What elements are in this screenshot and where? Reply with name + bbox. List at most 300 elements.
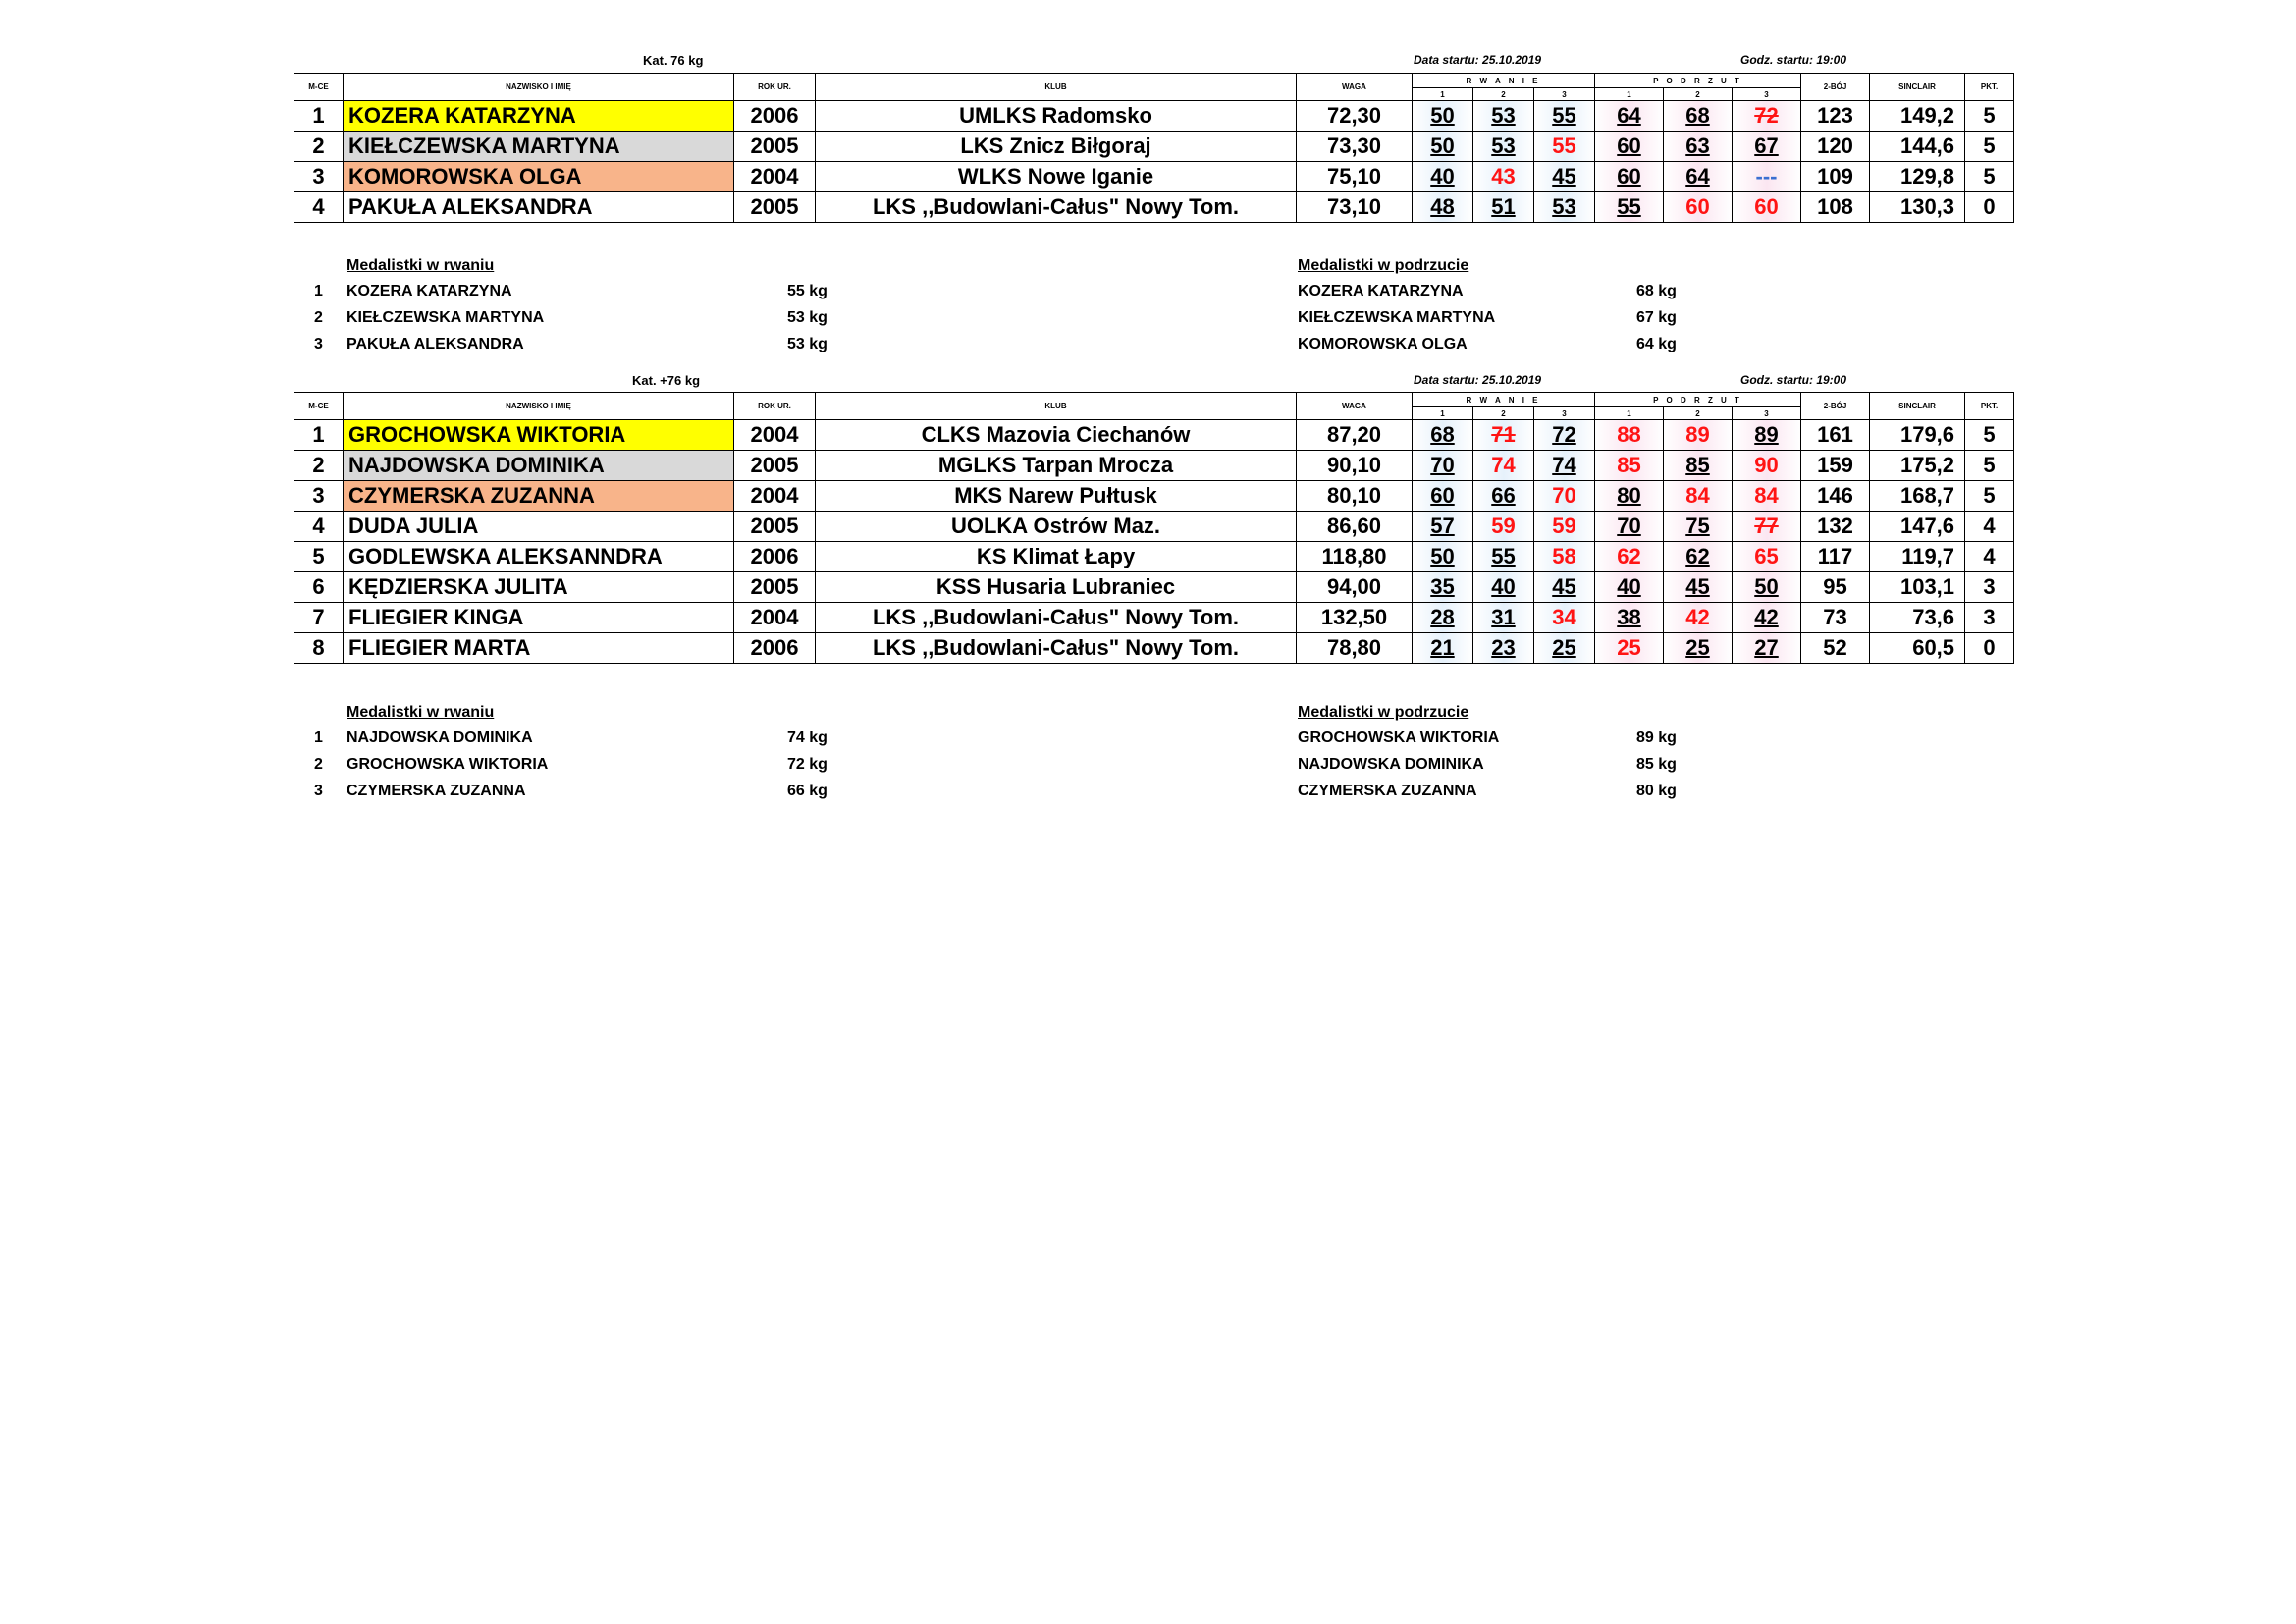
attempt-value: 66: [1491, 483, 1516, 508]
sinclair-score: 168,7: [1870, 481, 1965, 512]
results-table: [294, 392, 2014, 664]
birth-year: 2004: [734, 420, 816, 451]
birth-year: 2005: [734, 512, 816, 542]
category-title: Kat. +76 kg: [632, 373, 701, 388]
cj-attempt-3: [1733, 542, 1801, 572]
snatch-attempt-3: [1534, 451, 1595, 481]
points-cell: 4: [1965, 542, 2014, 572]
header-sinclair: SINCLAIR: [1870, 74, 1965, 101]
club-name: UMLKS Radomsko: [816, 101, 1297, 132]
athlete-name: KIEŁCZEWSKA MARTYNA: [344, 132, 734, 162]
start-date: Data startu: 25.10.2019: [1414, 373, 1542, 387]
attempt-value: 62: [1617, 544, 1641, 568]
medalists-cj-title: Medalistki w podrzucie: [1298, 704, 1469, 721]
club-name: KS Klimat Łapy: [816, 542, 1297, 572]
snatch-attempt-3: [1534, 512, 1595, 542]
attempt-value: 40: [1430, 164, 1455, 189]
snatch-attempt-1: [1413, 162, 1473, 192]
athlete-row: [294, 633, 2014, 664]
medalist-result: 68 kg: [1636, 283, 1677, 299]
snatch-attempt-1: [1413, 512, 1473, 542]
attempt-value: 84: [1685, 483, 1710, 508]
points-cell: 5: [1965, 420, 2014, 451]
place-cell: 1: [294, 101, 344, 132]
attempt-value: 55: [1491, 544, 1516, 568]
sinclair-score: 103,1: [1870, 572, 1965, 603]
athlete-name: FLIEGIER MARTA: [344, 633, 734, 664]
body-weight: 78,80: [1297, 633, 1413, 664]
medalist-name: KIEŁCZEWSKA MARTYNA: [1298, 309, 1496, 326]
header-cj: P O D R Z U T: [1595, 393, 1801, 407]
snatch-attempt-2: [1473, 572, 1534, 603]
attempt-value: 89: [1754, 422, 1779, 447]
club-name: LKS ,,Budowlani-Całus" Nowy Tom.: [816, 192, 1297, 223]
cj-attempt-3: [1733, 101, 1801, 132]
attempt-value: 89: [1685, 422, 1710, 447]
attempt-value: 88: [1617, 422, 1641, 447]
attempt-value: 90: [1754, 453, 1779, 477]
header-attempt: 3: [1534, 88, 1595, 101]
attempt-value: 50: [1430, 544, 1455, 568]
attempt-value: 42: [1685, 605, 1710, 629]
body-weight: 118,80: [1297, 542, 1413, 572]
points-cell: 5: [1965, 101, 2014, 132]
header-attempt: 1: [1413, 407, 1473, 420]
attempt-value: 60: [1754, 194, 1779, 219]
attempt-value: 53: [1491, 134, 1516, 158]
header-attempt: 2: [1473, 407, 1534, 420]
attempt-value: 64: [1685, 164, 1710, 189]
medalist-result: 72 kg: [787, 756, 828, 773]
attempt-value: 53: [1552, 194, 1576, 219]
athlete-row: [294, 132, 2014, 162]
attempt-value: 60: [1617, 164, 1641, 189]
total-result: 117: [1801, 542, 1870, 572]
place-cell: 8: [294, 633, 344, 664]
medal-rank: 1: [314, 283, 323, 299]
athlete-name: PAKUŁA ALEKSANDRA: [344, 192, 734, 223]
athlete-row: [294, 542, 2014, 572]
athlete-row: [294, 420, 2014, 451]
place-cell: 2: [294, 132, 344, 162]
snatch-attempt-3: [1534, 101, 1595, 132]
cj-attempt-2: [1664, 481, 1733, 512]
attempt-value: 59: [1552, 514, 1576, 538]
cj-attempt-1: [1595, 420, 1664, 451]
medalist-result: 74 kg: [787, 730, 828, 746]
cj-attempt-3: [1733, 633, 1801, 664]
total-result: 132: [1801, 512, 1870, 542]
athlete-name: KOZERA KATARZYNA: [344, 101, 734, 132]
medalist-result: 67 kg: [1636, 309, 1677, 326]
body-weight: 90,10: [1297, 451, 1413, 481]
snatch-attempt-1: [1413, 572, 1473, 603]
header-snatch: R W A N I E: [1413, 393, 1595, 407]
medal-rank: 3: [314, 336, 323, 352]
medalist-name: KIEŁCZEWSKA MARTYNA: [347, 309, 545, 326]
birth-year: 2006: [734, 633, 816, 664]
birth-year: 2004: [734, 603, 816, 633]
snatch-attempt-3: [1534, 481, 1595, 512]
snatch-attempt-2: [1473, 542, 1534, 572]
cj-attempt-2: [1664, 162, 1733, 192]
attempt-value: 40: [1617, 574, 1641, 599]
snatch-attempt-3: [1534, 603, 1595, 633]
attempt-value: 72: [1754, 103, 1779, 128]
attempt-value: 67: [1754, 134, 1779, 158]
club-name: LKS Znicz Biłgoraj: [816, 132, 1297, 162]
attempt-value: 42: [1754, 605, 1779, 629]
attempt-value: 70: [1430, 453, 1455, 477]
birth-year: 2006: [734, 101, 816, 132]
points-cell: 5: [1965, 481, 2014, 512]
total-result: 146: [1801, 481, 1870, 512]
start-date: Data startu: 25.10.2019: [1414, 53, 1542, 67]
attempt-value: 80: [1617, 483, 1641, 508]
club-name: WLKS Nowe Iganie: [816, 162, 1297, 192]
medal-rank: 3: [314, 783, 323, 799]
category-header: [0, 373, 2296, 393]
cj-attempt-3: [1733, 420, 1801, 451]
attempt-value: 74: [1491, 453, 1516, 477]
medalist-name: CZYMERSKA ZUZANNA: [347, 783, 526, 799]
medalist-result: 55 kg: [787, 283, 828, 299]
total-result: 120: [1801, 132, 1870, 162]
body-weight: 87,20: [1297, 420, 1413, 451]
medalist-name: KOZERA KATARZYNA: [1298, 283, 1464, 299]
body-weight: 86,60: [1297, 512, 1413, 542]
athlete-row: [294, 572, 2014, 603]
attempt-value: 71: [1491, 422, 1516, 447]
cj-attempt-1: [1595, 101, 1664, 132]
snatch-attempt-2: [1473, 481, 1534, 512]
snatch-attempt-3: [1534, 572, 1595, 603]
attempt-value: 50: [1754, 574, 1779, 599]
sinclair-score: 144,6: [1870, 132, 1965, 162]
attempt-value: 27: [1754, 635, 1779, 660]
header-attempt: 3: [1534, 407, 1595, 420]
athlete-name: CZYMERSKA ZUZANNA: [344, 481, 734, 512]
snatch-attempt-2: [1473, 633, 1534, 664]
medalist-name: KOZERA KATARZYNA: [347, 283, 512, 299]
snatch-attempt-1: [1413, 101, 1473, 132]
club-name: LKS ,,Budowlani-Całus" Nowy Tom.: [816, 633, 1297, 664]
header-points: PKT.: [1965, 393, 2014, 420]
athlete-row: [294, 451, 2014, 481]
athlete-row: [294, 162, 2014, 192]
cj-attempt-1: [1595, 162, 1664, 192]
snatch-attempt-1: [1413, 451, 1473, 481]
attempt-value: 63: [1685, 134, 1710, 158]
snatch-attempt-1: [1413, 420, 1473, 451]
club-name: LKS ,,Budowlani-Całus" Nowy Tom.: [816, 603, 1297, 633]
athlete-name: KOMOROWSKA OLGA: [344, 162, 734, 192]
athlete-row: [294, 603, 2014, 633]
attempt-value: 59: [1491, 514, 1516, 538]
header-attempt: 2: [1664, 407, 1733, 420]
place-cell: 4: [294, 192, 344, 223]
start-time: Godz. startu: 19:00: [1740, 53, 1847, 67]
snatch-attempt-3: [1534, 633, 1595, 664]
total-result: 52: [1801, 633, 1870, 664]
birth-year: 2005: [734, 192, 816, 223]
athlete-row: [294, 192, 2014, 223]
cj-attempt-2: [1664, 420, 1733, 451]
birth-year: 2006: [734, 542, 816, 572]
medalists-cj-title: Medalistki w podrzucie: [1298, 257, 1469, 274]
body-weight: 80,10: [1297, 481, 1413, 512]
header-name: NAZWISKO I IMIĘ: [344, 74, 734, 101]
start-time: Godz. startu: 19:00: [1740, 373, 1847, 387]
points-cell: 0: [1965, 192, 2014, 223]
attempt-value: 50: [1430, 103, 1455, 128]
cj-attempt-1: [1595, 633, 1664, 664]
points-cell: 5: [1965, 451, 2014, 481]
cj-attempt-3: [1733, 572, 1801, 603]
attempt-value: 28: [1430, 605, 1455, 629]
body-weight: 94,00: [1297, 572, 1413, 603]
body-weight: 73,30: [1297, 132, 1413, 162]
attempt-value: 57: [1430, 514, 1455, 538]
medalist-name: CZYMERSKA ZUZANNA: [1298, 783, 1477, 799]
attempt-value: 84: [1754, 483, 1779, 508]
cj-attempt-1: [1595, 603, 1664, 633]
place-cell: 4: [294, 512, 344, 542]
attempt-value: 85: [1617, 453, 1641, 477]
header-year: ROK UR.: [734, 74, 816, 101]
cj-attempt-1: [1595, 542, 1664, 572]
medalist-result: 53 kg: [787, 336, 828, 352]
medalists-block: [0, 704, 2296, 802]
attempt-value: 77: [1754, 514, 1779, 538]
body-weight: 132,50: [1297, 603, 1413, 633]
header-weight: WAGA: [1297, 74, 1413, 101]
attempt-value: 64: [1617, 103, 1641, 128]
snatch-attempt-3: [1534, 132, 1595, 162]
cj-attempt-2: [1664, 101, 1733, 132]
attempt-value: 53: [1491, 103, 1516, 128]
attempt-value: 35: [1430, 574, 1455, 599]
sinclair-score: 149,2: [1870, 101, 1965, 132]
attempt-value: 31: [1491, 605, 1516, 629]
attempt-value: 21: [1430, 635, 1455, 660]
header-attempt: 1: [1413, 88, 1473, 101]
attempt-value: 43: [1491, 164, 1516, 189]
attempt-value: 58: [1552, 544, 1576, 568]
cj-attempt-1: [1595, 512, 1664, 542]
total-result: 73: [1801, 603, 1870, 633]
attempt-value: 50: [1430, 134, 1455, 158]
body-weight: 73,10: [1297, 192, 1413, 223]
points-cell: 5: [1965, 132, 2014, 162]
cj-attempt-2: [1664, 633, 1733, 664]
attempt-value: 62: [1685, 544, 1710, 568]
snatch-attempt-2: [1473, 420, 1534, 451]
attempt-value: 51: [1491, 194, 1516, 219]
place-cell: 3: [294, 162, 344, 192]
medal-rank: 1: [314, 730, 323, 746]
points-cell: 3: [1965, 603, 2014, 633]
points-cell: 5: [1965, 162, 2014, 192]
cj-attempt-2: [1664, 512, 1733, 542]
snatch-attempt-2: [1473, 451, 1534, 481]
snatch-attempt-1: [1413, 603, 1473, 633]
medalist-result: 53 kg: [787, 309, 828, 326]
attempt-value: 45: [1552, 574, 1576, 599]
attempt-value: 25: [1552, 635, 1576, 660]
athlete-name: GROCHOWSKA WIKTORIA: [344, 420, 734, 451]
attempt-value: 75: [1685, 514, 1710, 538]
birth-year: 2004: [734, 481, 816, 512]
header-attempt: 3: [1733, 407, 1801, 420]
attempt-value: 68: [1685, 103, 1710, 128]
place-cell: 1: [294, 420, 344, 451]
body-weight: 72,30: [1297, 101, 1413, 132]
cj-attempt-3: [1733, 451, 1801, 481]
cj-attempt-2: [1664, 192, 1733, 223]
medal-rank: 2: [314, 309, 323, 326]
place-cell: 6: [294, 572, 344, 603]
attempt-value: ---: [1755, 164, 1778, 189]
header-year: ROK UR.: [734, 393, 816, 420]
club-name: CLKS Mazovia Ciechanów: [816, 420, 1297, 451]
total-result: 109: [1801, 162, 1870, 192]
sinclair-score: 175,2: [1870, 451, 1965, 481]
snatch-attempt-2: [1473, 101, 1534, 132]
total-result: 161: [1801, 420, 1870, 451]
medalist-name: GROCHOWSKA WIKTORIA: [347, 756, 549, 773]
snatch-attempt-1: [1413, 132, 1473, 162]
attempt-value: 85: [1685, 453, 1710, 477]
medalist-result: 66 kg: [787, 783, 828, 799]
attempt-value: 60: [1430, 483, 1455, 508]
header-attempt: 1: [1595, 88, 1664, 101]
medalist-result: 85 kg: [1636, 756, 1677, 773]
medalist-result: 64 kg: [1636, 336, 1677, 352]
medalists-block: [0, 257, 2296, 355]
snatch-attempt-2: [1473, 192, 1534, 223]
birth-year: 2004: [734, 162, 816, 192]
header-cj: P O D R Z U T: [1595, 74, 1801, 88]
cj-attempt-2: [1664, 542, 1733, 572]
medalist-result: 80 kg: [1636, 783, 1677, 799]
header-club: KLUB: [816, 74, 1297, 101]
points-cell: 0: [1965, 633, 2014, 664]
snatch-attempt-1: [1413, 481, 1473, 512]
results-table: [294, 73, 2014, 223]
snatch-attempt-1: [1413, 192, 1473, 223]
sinclair-score: 130,3: [1870, 192, 1965, 223]
header-attempt: 1: [1595, 407, 1664, 420]
attempt-value: 60: [1617, 134, 1641, 158]
cj-attempt-2: [1664, 572, 1733, 603]
cj-attempt-3: [1733, 512, 1801, 542]
birth-year: 2005: [734, 451, 816, 481]
header-total: 2-BÓJ: [1801, 74, 1870, 101]
category-header: [0, 53, 2296, 73]
header-points: PKT.: [1965, 74, 2014, 101]
total-result: 95: [1801, 572, 1870, 603]
cj-attempt-1: [1595, 572, 1664, 603]
attempt-value: 60: [1685, 194, 1710, 219]
header-attempt: 2: [1664, 88, 1733, 101]
attempt-value: 23: [1491, 635, 1516, 660]
medalist-name: NAJDOWSKA DOMINIKA: [347, 730, 533, 746]
snatch-attempt-2: [1473, 603, 1534, 633]
total-result: 108: [1801, 192, 1870, 223]
birth-year: 2005: [734, 572, 816, 603]
attempt-value: 25: [1685, 635, 1710, 660]
header-name: NAZWISKO I IMIĘ: [344, 393, 734, 420]
sinclair-score: 129,8: [1870, 162, 1965, 192]
sinclair-score: 73,6: [1870, 603, 1965, 633]
place-cell: 5: [294, 542, 344, 572]
attempt-value: 25: [1617, 635, 1641, 660]
header-attempt: 2: [1473, 88, 1534, 101]
place-cell: 2: [294, 451, 344, 481]
header-row: [294, 74, 2014, 88]
athlete-row: [294, 512, 2014, 542]
cj-attempt-1: [1595, 481, 1664, 512]
snatch-attempt-1: [1413, 542, 1473, 572]
medalist-result: 89 kg: [1636, 730, 1677, 746]
sinclair-score: 147,6: [1870, 512, 1965, 542]
cj-attempt-2: [1664, 451, 1733, 481]
snatch-attempt-3: [1534, 192, 1595, 223]
medalist-name: PAKUŁA ALEKSANDRA: [347, 336, 524, 352]
birth-year: 2005: [734, 132, 816, 162]
snatch-attempt-2: [1473, 512, 1534, 542]
snatch-attempt-3: [1534, 162, 1595, 192]
body-weight: 75,10: [1297, 162, 1413, 192]
attempt-value: 70: [1617, 514, 1641, 538]
header-place: M-CE: [294, 393, 344, 420]
cj-attempt-2: [1664, 132, 1733, 162]
cj-attempt-3: [1733, 192, 1801, 223]
athlete-row: [294, 101, 2014, 132]
club-name: KSS Husaria Lubraniec: [816, 572, 1297, 603]
attempt-value: 40: [1491, 574, 1516, 599]
header-snatch: R W A N I E: [1413, 74, 1595, 88]
attempt-value: 48: [1430, 194, 1455, 219]
sinclair-score: 119,7: [1870, 542, 1965, 572]
cj-attempt-3: [1733, 132, 1801, 162]
club-name: MKS Narew Pułtusk: [816, 481, 1297, 512]
medalist-name: KOMOROWSKA OLGA: [1298, 336, 1468, 352]
athlete-row: [294, 481, 2014, 512]
medalist-name: NAJDOWSKA DOMINIKA: [1298, 756, 1484, 773]
athlete-name: NAJDOWSKA DOMINIKA: [344, 451, 734, 481]
athlete-name: FLIEGIER KINGA: [344, 603, 734, 633]
cj-attempt-2: [1664, 603, 1733, 633]
attempt-value: 72: [1552, 422, 1576, 447]
snatch-attempt-3: [1534, 542, 1595, 572]
club-name: MGLKS Tarpan Mrocza: [816, 451, 1297, 481]
club-name: UOLKA Ostrów Maz.: [816, 512, 1297, 542]
athlete-name: DUDA JULIA: [344, 512, 734, 542]
snatch-attempt-1: [1413, 633, 1473, 664]
attempt-value: 45: [1685, 574, 1710, 599]
medalists-snatch-title: Medalistki w rwaniu: [347, 257, 495, 274]
total-result: 123: [1801, 101, 1870, 132]
medal-rank: 2: [314, 756, 323, 773]
place-cell: 3: [294, 481, 344, 512]
header-club: KLUB: [816, 393, 1297, 420]
medalist-name: GROCHOWSKA WIKTORIA: [1298, 730, 1500, 746]
sinclair-score: 179,6: [1870, 420, 1965, 451]
snatch-attempt-3: [1534, 420, 1595, 451]
points-cell: 3: [1965, 572, 2014, 603]
